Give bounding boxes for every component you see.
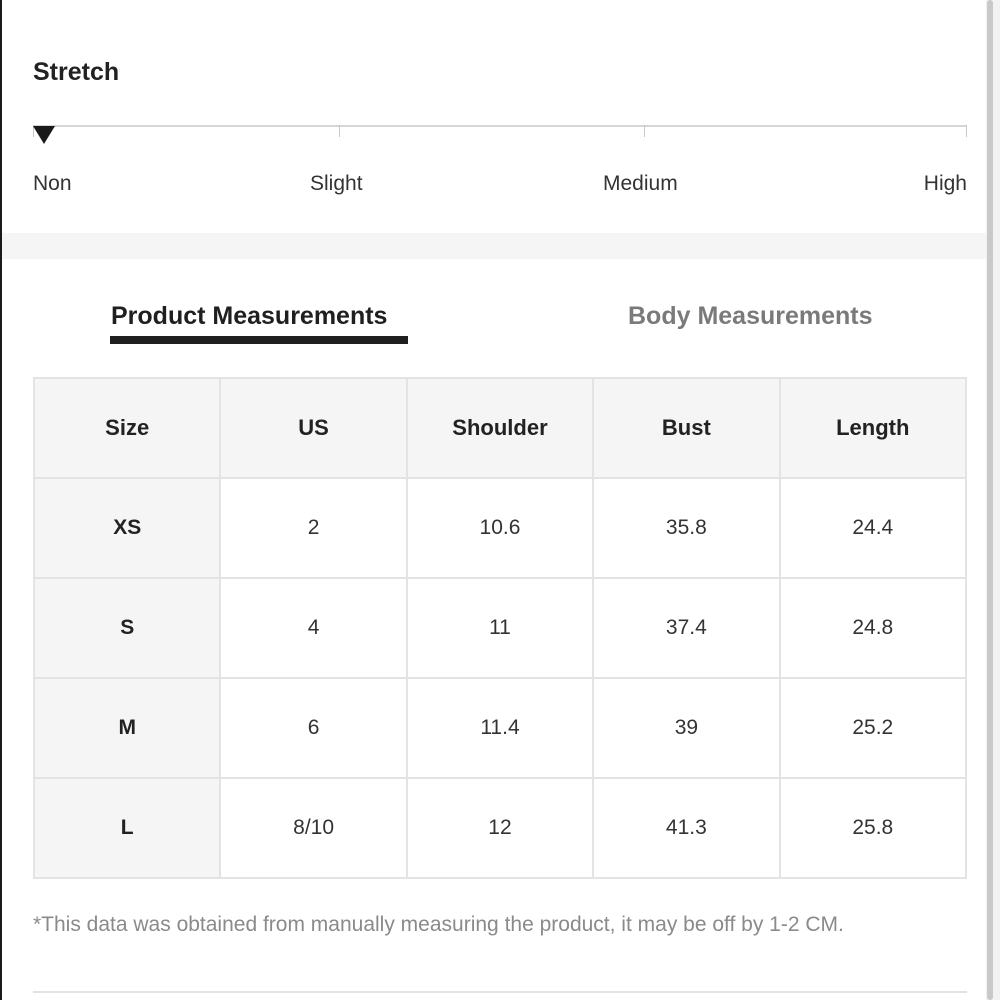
table-header-row [34,378,966,478]
bottom-divider [33,991,967,993]
stretch-track [33,125,967,127]
scrollbar[interactable] [986,0,1000,1000]
header-bust: Bust [593,378,779,478]
stretch-pointer-icon [33,126,55,144]
table-row [34,778,966,878]
cell-shoulder: 11.4 [407,678,593,778]
cell-us: 4 [220,578,406,678]
cell-length: 24.8 [780,578,966,678]
cell-shoulder: 10.6 [407,478,593,578]
cell-us: 2 [220,478,406,578]
cell-shoulder: 12 [407,778,593,878]
cell-bust: 35.8 [593,478,779,578]
cell-us: 6 [220,678,406,778]
cell-size: XS [34,478,220,578]
stretch-label-slight: Slight [310,172,363,195]
tab-product-measurements[interactable]: Product Measurements [111,302,388,330]
stretch-tick-high [966,125,967,137]
header-us: US [220,378,406,478]
stretch-scale [33,120,967,140]
table-row [34,578,966,678]
stretch-label-medium: Medium [603,172,678,195]
cell-size: S [34,578,220,678]
window-left-edge [0,0,2,1000]
cell-length: 25.8 [780,778,966,878]
stretch-label-non: Non [33,172,72,195]
table-row [34,478,966,578]
cell-bust: 41.3 [593,778,779,878]
cell-size: M [34,678,220,778]
stretch-tick-slight [339,125,340,137]
cell-length: 25.2 [780,678,966,778]
header-shoulder: Shoulder [407,378,593,478]
scrollbar-thumb[interactable] [987,0,993,1000]
stretch-label-high: High [923,172,967,195]
active-tab-indicator [110,336,408,344]
table-row [34,678,966,778]
header-size: Size [34,378,220,478]
stretch-title: Stretch [33,58,120,86]
size-chart-table [33,377,967,879]
cell-bust: 39 [593,678,779,778]
measurement-disclaimer: *This data was obtained from manually measuring the product, it may be off by 1-2 CM. [33,913,844,936]
stretch-tick-medium [644,125,645,137]
cell-bust: 37.4 [593,578,779,678]
cell-size: L [34,778,220,878]
cell-length: 24.4 [780,478,966,578]
header-length: Length [780,378,966,478]
cell-shoulder: 11 [407,578,593,678]
cell-us: 8/10 [220,778,406,878]
section-divider-band [2,233,986,259]
tab-body-measurements[interactable]: Body Measurements [628,302,873,330]
